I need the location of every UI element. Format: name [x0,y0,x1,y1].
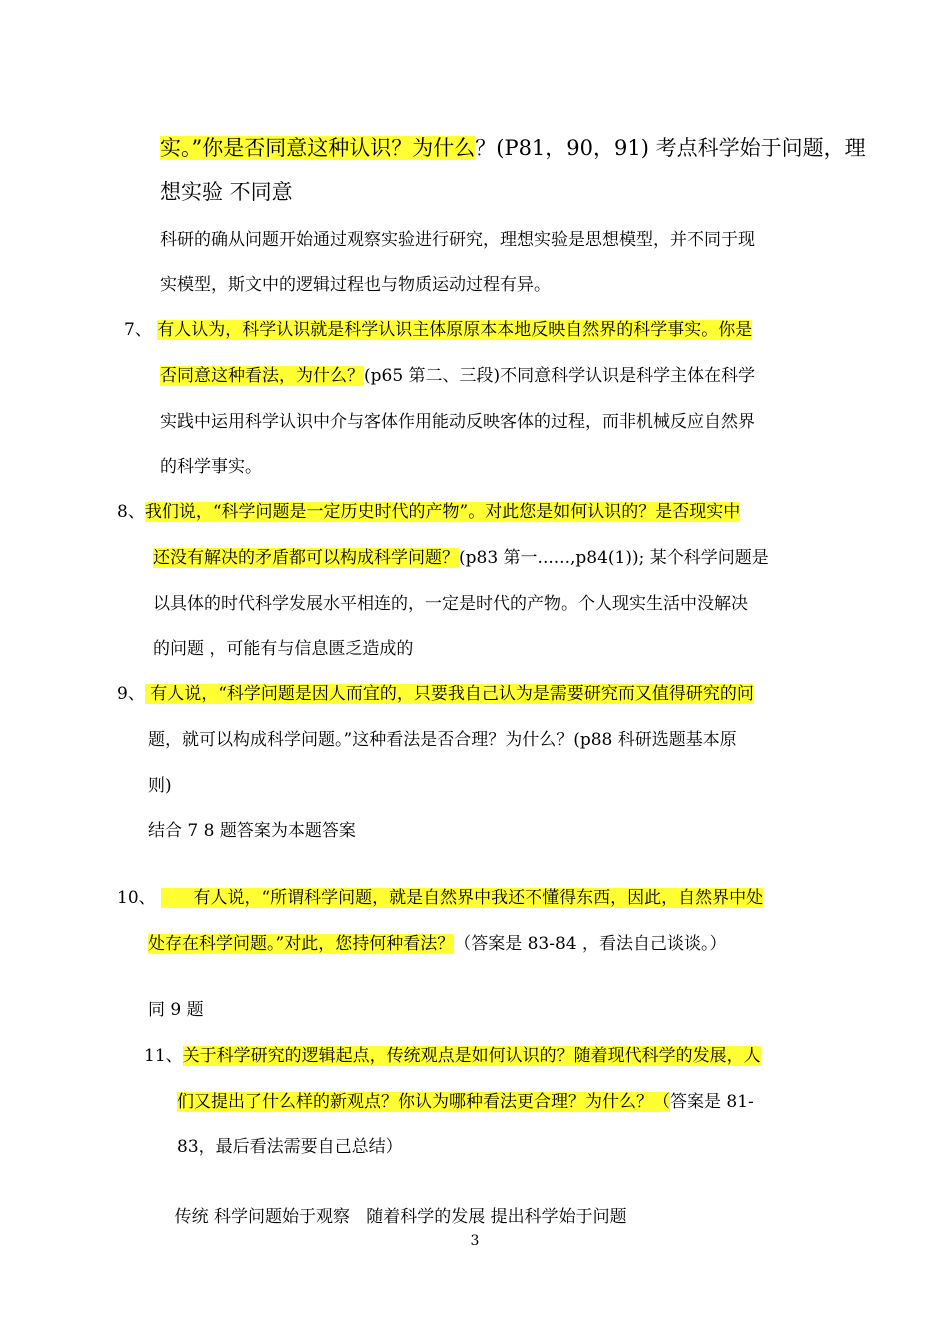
text: 实践中运用科学认识中介与客体作用能动反映客体的过程，而非机械反应自然界 [160,412,755,432]
text-line [148,774,172,798]
text-line [148,819,356,843]
text: 83，最后看法需要自己总结） [177,1137,403,1157]
highlighted-text: 们又提出了什么样的新观点？你认为哪种看法更合理？为什么？（ [177,1092,670,1112]
question-11-line [144,1044,761,1068]
text-line [160,228,755,252]
text: 则) [148,776,172,796]
list-number: 11、 [144,1046,183,1066]
text: 科研的确从问题开始通过观察实验进行研究，理想实验是思想模型，并不同于现 [160,230,755,250]
highlighted-text: 还没有解决的矛盾都可以构成科学问题？ [153,548,459,568]
text: (p83 第一......,p84(1)); 某个科学问题是 [459,548,769,568]
question-7-line [124,318,752,342]
highlighted-text: 处存在科学问题。”对此，您持何种看法？ [148,934,455,954]
page-number: 3 [470,1233,480,1249]
highlighted-text: 实。”你是否同意这种认识？为什么 [160,136,476,160]
text-line [160,364,755,388]
list-number: 7、 [124,320,158,340]
text: 实模型，斯文中的逻辑过程也与物质运动过程有异。 [160,275,551,295]
question-9-line [117,682,754,706]
text-line [177,1135,403,1159]
text: (p65 第二、三段)不同意科学认识是科学主体在科学 [364,366,756,386]
list-number: 8、 [117,502,145,522]
list-number: 9、 [117,684,145,704]
text: 想实验 不同意 [160,180,293,204]
text: 的科学事实。 [160,457,262,477]
text: 传统 科学问题始于观察 随着科学的发展 提出科学始于问题 [174,1207,627,1227]
highlighted-text: 我们说，“科学问题是一定历史时代的产物”。对此您是如何认识的？是否现实中 [144,502,741,522]
text-line [153,546,769,570]
text-line [160,455,262,479]
text-line [153,592,748,616]
text-line [160,134,866,162]
text: ？(P81，90，91) 考点科学始于问题，理 [475,136,866,160]
highlighted-text: 有人说，“科学问题是因人而宜的，只要我自己认为是需要研究而又值得研究的问 [144,684,754,704]
text: 答案是 81- [670,1092,754,1112]
text: 以具体的时代科学发展水平相连的，一定是时代的产物。个人现实生活中没解决 [153,594,748,614]
text-line [148,998,204,1022]
text: （答案是 83-84 ，看法自己谈谈。） [454,934,727,954]
text-line [160,273,551,297]
text-line [153,637,413,661]
question-8-line [117,500,740,524]
text: 题，就可以构成科学问题。”这种看法是否合理？为什么？(p88 科研选题基本原 [148,730,737,750]
text: 结合 7 8 题答案为本题答案 [148,821,356,841]
text: 同 9 题 [148,1000,204,1020]
highlighted-text: 否同意这种看法，为什么？ [160,366,364,386]
text-line [177,1090,754,1114]
text-line [148,728,737,752]
highlighted-text: 有人说，“所谓科学问题，就是自然界中我还不懂得东西，因此，自然界中处 [161,888,764,908]
highlighted-text: 关于科学研究的逻辑起点，传统观点是如何认识的？随着现代科学的发展，人 [182,1046,761,1066]
text-line [148,932,727,956]
highlighted-text: 有人认为，科学认识就是科学认识主体原原本本地反映自然界的科学事实。你是 [157,320,753,340]
question-10-line [117,886,763,910]
text: 的问题 ，可能有与信息匮乏造成的 [153,639,414,659]
text-line [160,178,293,206]
list-number: 10、 [117,888,162,908]
text-line [160,410,755,434]
